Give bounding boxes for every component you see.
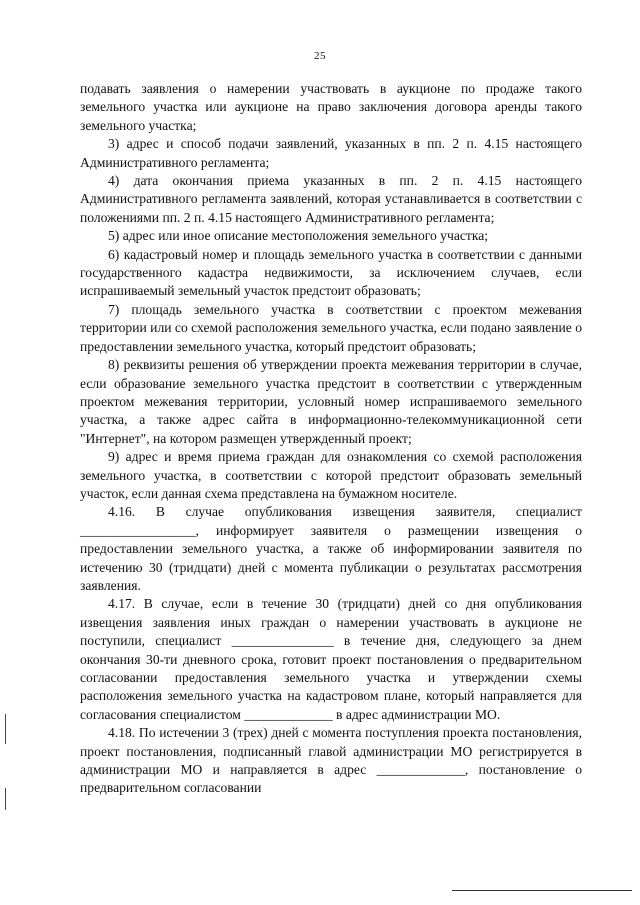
scan-margin-mark [5,788,6,810]
paragraph-item-8: 8) реквизиты решения об утверждении проекта межевания территории в случае, если образование земельного участка предстоит в соответствии с утвержденным проектом межевания территории, условный номер испрашиваемого земельного участка, а также адрес сайта в информационно-телекоммуникационной сети "Интернет", на котором размещен утвержденный проект; [80,357,582,446]
paragraph-item-3: 3) адрес и способ подачи заявлений, указанных в пп. 2 п. 4.15 настоящего Административного регламента; [80,136,582,170]
page-number: 25 [314,50,326,62]
paragraph-item-9: 9) адрес и время приема граждан для ознакомления со схемой расположения земельного участка, в соответствии с которой предстоит образовать земельный участок, если данная схема представлена на бумажном носителе. [80,449,582,501]
paragraph-item-4: 4) дата окончания приема указанных в пп. 2 п. 4.15 настоящего Административного регламента заявлений, которая устанавливается в соответствии с положениями пп. 2 п. 4.15 настоящего Административного регламента; [80,173,582,225]
paragraph-item-7: 7) площадь земельного участка в соответствии с проектом межевания территории или со схемой расположения земельного участка, если подано заявление о предоставлении земельного участка, который предстоит образовать; [80,301,582,354]
document-body [80,80,582,798]
paragraph-item-5: 5) адрес или иное описание местоположения земельного участка; [108,228,489,244]
paragraph-continuation: подавать заявления о намерении участвовать в аукционе по продаже такого земельного участка или аукционе на право заключения договора аренды такого земельного участка; [80,81,582,133]
paragraph-item-6: 6) кадастровый номер и площадь земельного участка в соответствии с данными государственного кадастра недвижимости, за исключением случаев, если испрашиваемый земельный участок предстоит образовать; [80,246,582,299]
paragraph-section-4-17: 4.17. В случае, если в течение 30 (тридцати) дней со дня опубликования извещения заявления иных граждан о намерении участвовать в аукционе не поступили, специалист _______________ в течение дня, следующего за днем окончания 30-ти дневного срока, готовит проект постановления о предварительном согласовании предоставления земельного участка и утверждении схемы расположения земельного участка на кадастровом плане, который направляется для согласования специалистом _____________ в адрес администрации МО. [80,596,582,722]
scan-margin-mark [5,714,6,744]
paragraph-section-4-18: 4.18. По истечении 3 (трех) дней с момента поступления проекта постановления, проект постановления, подписанный главой администрации МО регистрируется в администрации МО и направляется в адрес _____________, постановление о предварительном согласовании [80,725,582,796]
paragraph-section-4-16: 4.16. В случае опубликования извещения заявителя, специалист _________________, информирует заявителя о размещении извещения о предоставлении земельного участка, а также об информировании заявителя по истечению 30 (тридцати) дней с момента публикации о результатах рассмотрения заявления. [80,504,582,593]
footer-rule [452,890,632,891]
